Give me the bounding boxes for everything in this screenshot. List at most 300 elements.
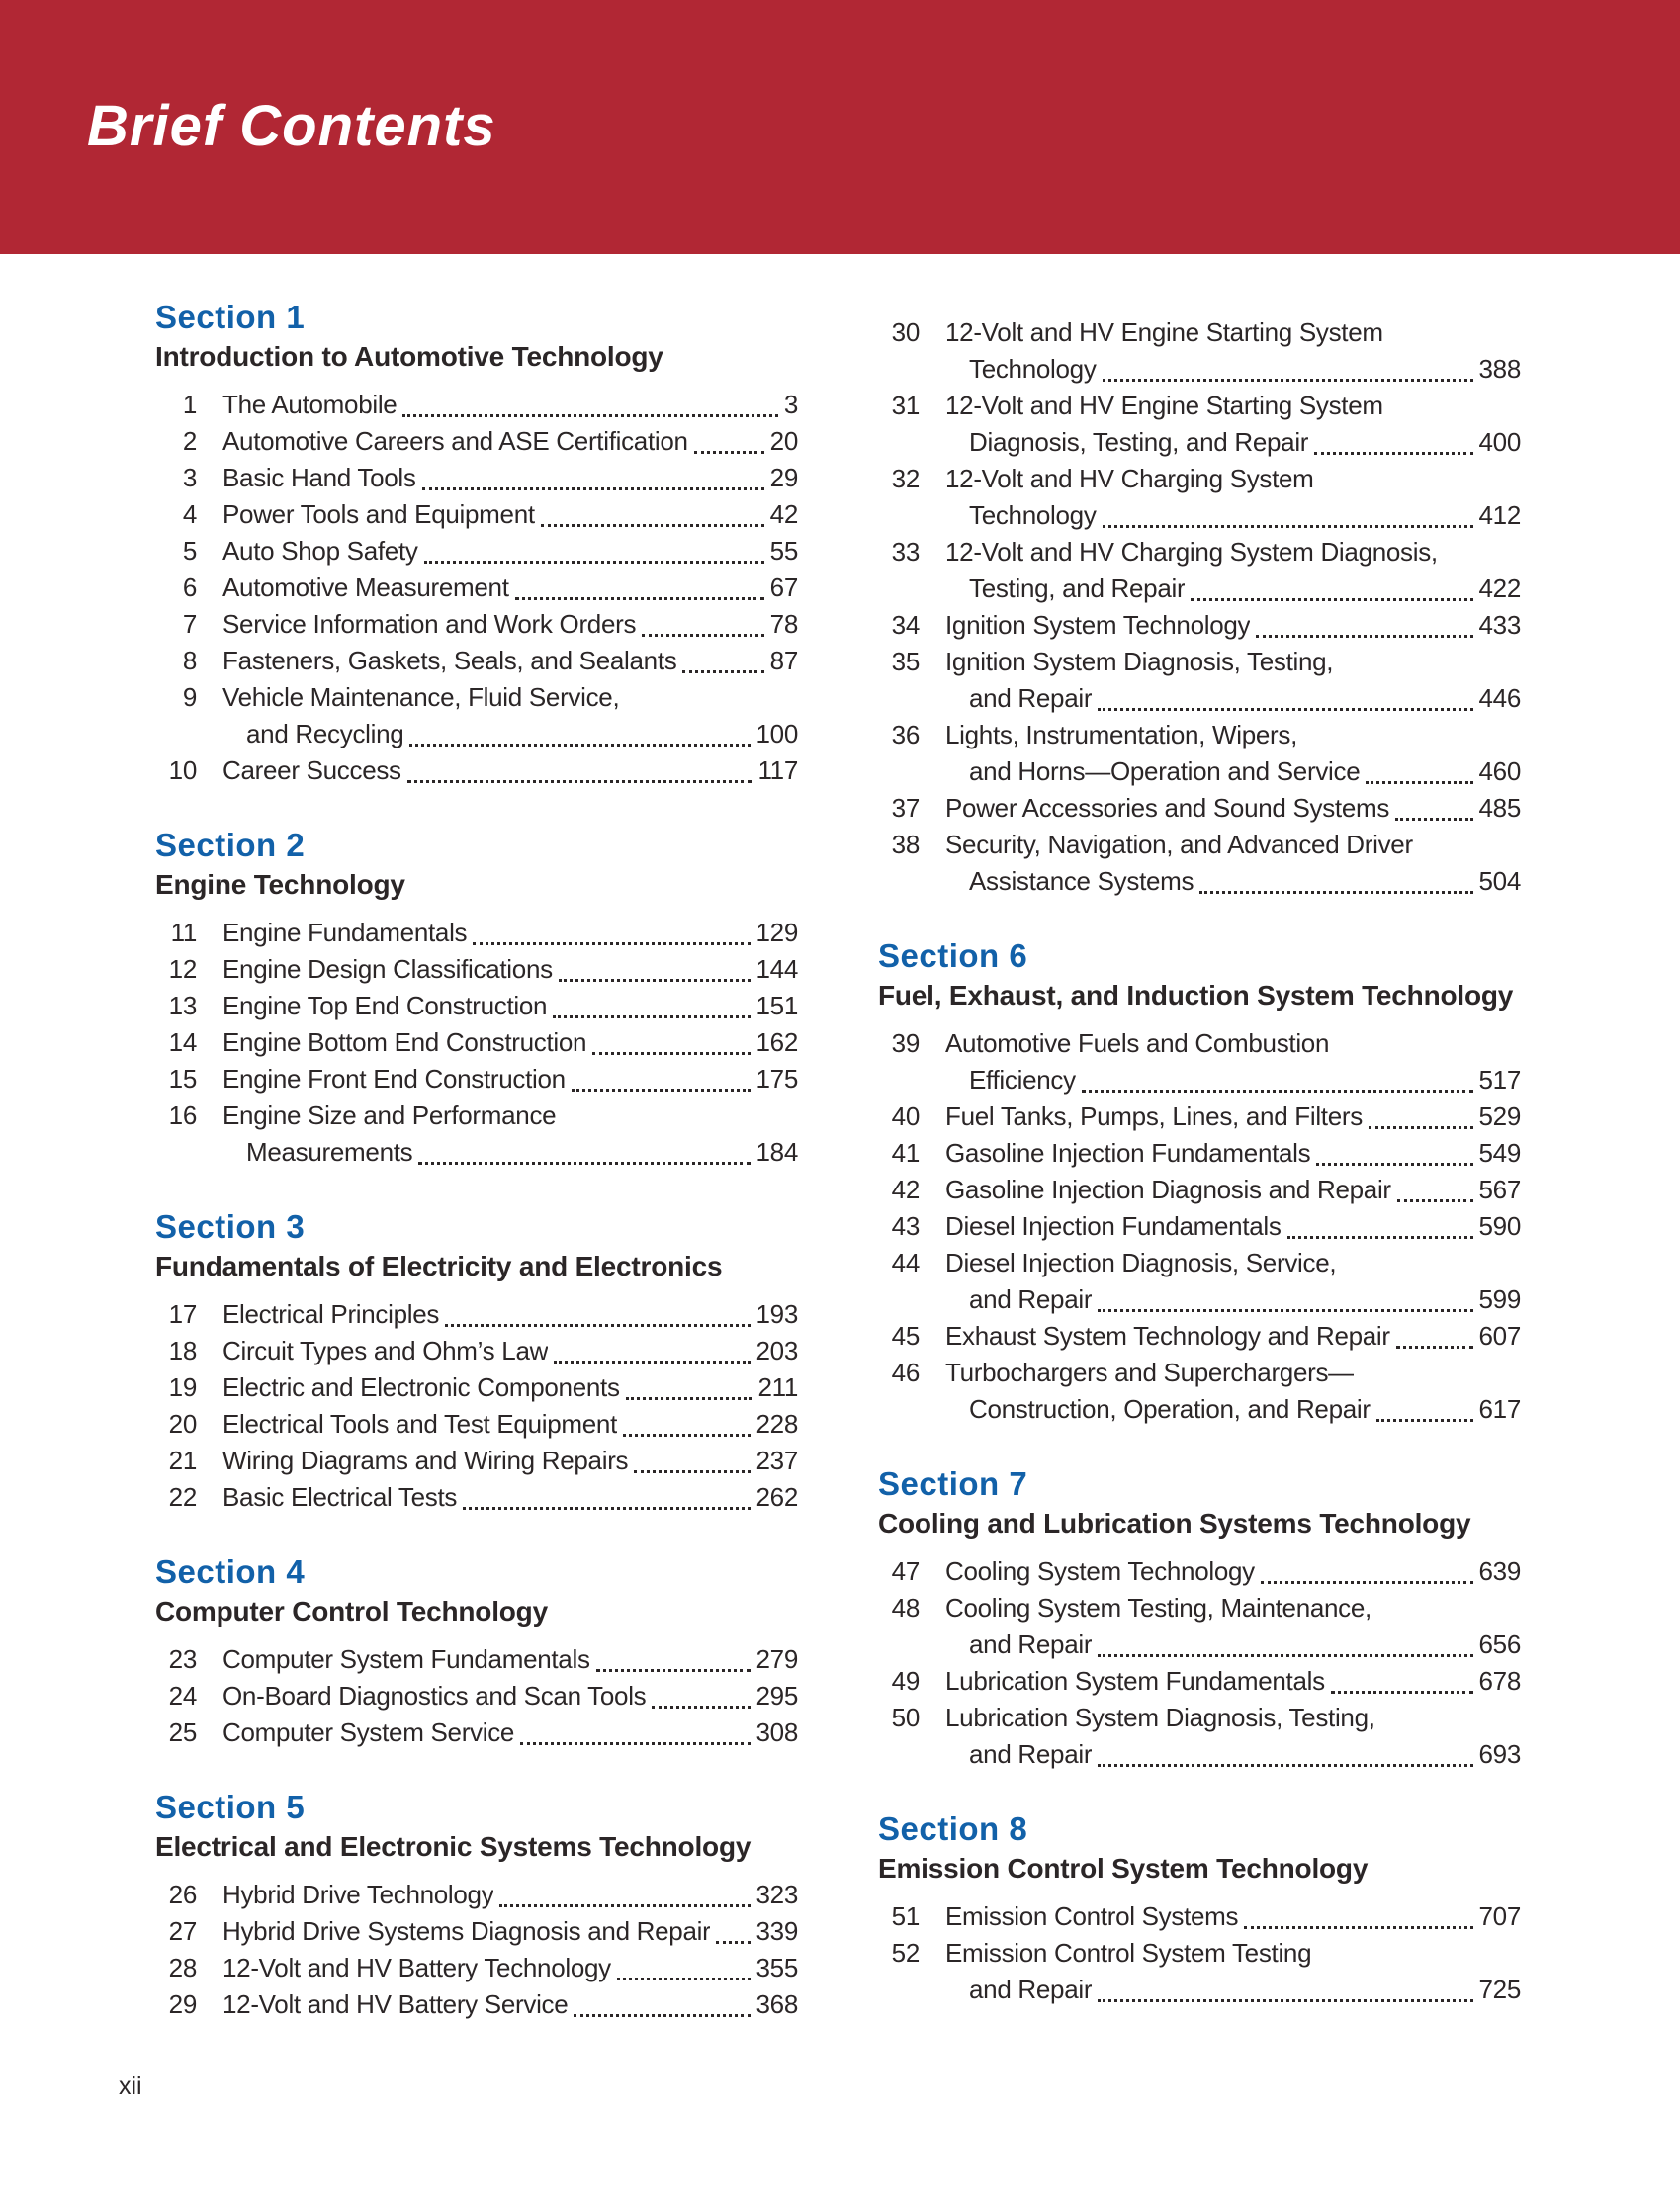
chapter-title-block <box>945 1172 1521 1208</box>
chapter-title-block <box>222 533 798 570</box>
dot-leader <box>424 561 764 564</box>
section-heading: Section 1 <box>155 299 306 335</box>
chapter-line <box>945 1062 1521 1099</box>
dot-leader <box>626 1397 752 1400</box>
section-subtitle: Engine Technology <box>155 869 405 900</box>
chapter-title-text: Lubrication System Diagnosis, Testing, <box>945 1703 1375 1732</box>
toc-entry <box>155 915 798 951</box>
toc-entry <box>155 1296 798 1333</box>
chapter-number: 20 <box>168 1409 197 1439</box>
toc-entry <box>878 388 1521 461</box>
section-subtitle: Cooling and Lubrication Systems Technology <box>878 1508 1471 1539</box>
chapter-number: 9 <box>182 682 197 712</box>
chapter-line <box>945 351 1521 388</box>
chapter-line <box>945 1736 1521 1773</box>
chapter-number: 28 <box>168 1953 197 1982</box>
dot-leader <box>642 634 763 637</box>
chapter-title-text: Electric and Electronic Components <box>222 1372 620 1402</box>
dot-leader <box>407 780 752 783</box>
chapter-title-text: and Repair <box>969 1975 1093 2004</box>
chapter-number: 27 <box>168 1916 197 1946</box>
chapter-number: 3 <box>182 463 197 492</box>
dot-leader <box>1098 1764 1472 1767</box>
chapter-title-text: Basic Electrical Tests <box>222 1482 458 1512</box>
chapter-page-number: 446 <box>1478 683 1521 713</box>
chapter-title-text: and Repair <box>969 1629 1093 1659</box>
chapter-line <box>945 790 1521 827</box>
chapter-line <box>222 606 798 643</box>
chapter-line <box>945 680 1521 717</box>
chapter-line <box>222 1877 798 1913</box>
section-subtitle: Fundamentals of Electricity and Electronics <box>155 1251 723 1281</box>
chapter-title-text: Testing, and Repair <box>969 573 1186 603</box>
section-subtitle: Computer Control Technology <box>155 1596 548 1627</box>
chapter-line <box>222 988 798 1024</box>
dot-leader <box>541 524 764 527</box>
chapter-number: 46 <box>891 1358 920 1387</box>
chapter-title-block <box>945 314 1521 388</box>
chapter-line <box>222 423 798 460</box>
toc-section <box>878 937 1521 1428</box>
chapter-page-number: 87 <box>769 646 798 675</box>
chapter-title-text: Career Success <box>222 755 401 785</box>
chapter-number: 49 <box>891 1666 920 1696</box>
chapter-title-block <box>222 387 798 423</box>
chapter-number: 31 <box>891 391 920 420</box>
chapter-title-text: 12-Volt and HV Charging System <box>945 464 1314 493</box>
toc-entry <box>878 1025 1521 1099</box>
chapter-line <box>945 1590 1521 1627</box>
toc-entry <box>155 988 798 1024</box>
chapter-number: 50 <box>891 1703 920 1732</box>
chapter-number: 1 <box>182 390 197 419</box>
dot-leader <box>596 1669 751 1672</box>
chapter-title-text: Gasoline Injection Diagnosis and Repair <box>945 1175 1391 1204</box>
chapter-number: 7 <box>182 609 197 639</box>
page-title: Brief Contents <box>87 94 496 158</box>
chapter-page-number: 42 <box>769 499 798 529</box>
toc-section <box>878 1810 1521 2008</box>
chapter-title-text: Computer System Fundamentals <box>222 1644 590 1674</box>
dot-leader <box>574 2014 750 2017</box>
toc-entry <box>155 1369 798 1406</box>
chapter-line <box>945 717 1521 753</box>
chapter-title-block <box>222 1479 798 1516</box>
chapter-title-text: Auto Shop Safety <box>222 536 418 566</box>
toc-entry <box>155 606 798 643</box>
chapter-page-number: 323 <box>755 1880 798 1909</box>
chapter-title-block <box>222 1369 798 1406</box>
chapter-number: 42 <box>891 1175 920 1204</box>
chapter-line <box>222 1678 798 1715</box>
chapter-line <box>222 460 798 496</box>
chapter-title-text: Computer System Service <box>222 1717 515 1747</box>
chapter-title-block <box>222 988 798 1024</box>
chapter-line <box>945 1208 1521 1245</box>
toc-entry <box>878 607 1521 644</box>
chapter-line <box>222 1098 798 1134</box>
section-subtitle: Emission Control System Technology <box>878 1853 1369 1884</box>
dot-leader <box>1331 1691 1473 1694</box>
chapter-line <box>222 1061 798 1098</box>
toc-section <box>155 299 798 789</box>
chapter-page-number: 67 <box>769 572 798 602</box>
chapter-title-block <box>945 1318 1521 1355</box>
chapter-number: 24 <box>168 1681 197 1711</box>
chapter-title-text: Fasteners, Gaskets, Seals, and Sealants <box>222 646 677 675</box>
chapter-number: 52 <box>891 1938 920 1968</box>
chapter-line <box>945 863 1521 900</box>
chapter-line <box>222 570 798 606</box>
chapter-page-number: 549 <box>1478 1138 1521 1168</box>
chapter-page-number: 517 <box>1478 1065 1521 1095</box>
toc-entry <box>878 1208 1521 1245</box>
chapter-title-text: Construction, Operation, and Repair <box>969 1394 1371 1424</box>
chapter-page-number: 203 <box>755 1336 798 1365</box>
chapter-title-text: Ignition System Diagnosis, Testing, <box>945 647 1334 676</box>
chapter-title-text: Lubrication System Fundamentals <box>945 1666 1325 1696</box>
chapter-number: 13 <box>168 991 197 1020</box>
chapter-page-number: 129 <box>755 918 798 947</box>
dot-leader <box>1369 1126 1473 1129</box>
chapter-line <box>222 679 798 716</box>
chapter-title-text: Ignition System Technology <box>945 610 1251 640</box>
chapter-title-block <box>222 951 798 988</box>
chapter-title-block <box>222 1098 798 1171</box>
chapter-line <box>222 1024 798 1061</box>
dot-leader <box>682 670 763 673</box>
chapter-title-text: Fuel Tanks, Pumps, Lines, and Filters <box>945 1101 1363 1131</box>
chapter-page-number: 228 <box>755 1409 798 1439</box>
chapter-title-block <box>222 643 798 679</box>
chapter-number: 30 <box>891 317 920 347</box>
section-heading: Section 4 <box>155 1553 306 1590</box>
dot-leader <box>1395 818 1472 821</box>
toc-section <box>155 1208 798 1516</box>
chapter-number: 40 <box>891 1101 920 1131</box>
chapter-line <box>222 643 798 679</box>
chapter-number: 34 <box>891 610 920 640</box>
chapter-page-number: 355 <box>755 1953 798 1982</box>
toc-entry <box>155 1877 798 1913</box>
chapter-title-text: Emission Control System Testing <box>945 1938 1312 1968</box>
chapter-title-text: The Automobile <box>222 390 398 419</box>
toc-entry <box>878 1355 1521 1428</box>
toc-section <box>878 1465 1521 1773</box>
chapter-line <box>945 1318 1521 1355</box>
dot-leader <box>1082 1090 1473 1093</box>
chapter-page-number: 237 <box>755 1446 798 1475</box>
chapter-line <box>945 1135 1521 1172</box>
chapter-title-text: Hybrid Drive Systems Diagnosis and Repair <box>222 1916 711 1946</box>
toc-entry <box>878 827 1521 900</box>
chapter-line <box>222 1986 798 2023</box>
chapter-title-text: Vehicle Maintenance, Fluid Service, <box>222 682 620 712</box>
chapter-line <box>222 1296 798 1333</box>
toc-entry <box>155 1479 798 1516</box>
chapter-title-block <box>945 1663 1521 1700</box>
chapter-title-block <box>222 1986 798 2023</box>
toc-entry <box>155 679 798 752</box>
chapter-title-text: Engine Fundamentals <box>222 918 468 947</box>
chapter-page-number: 339 <box>755 1916 798 1946</box>
chapter-title-text: Engine Bottom End Construction <box>222 1027 587 1057</box>
chapter-title-text: Power Accessories and Sound Systems <box>945 793 1390 823</box>
toc-entry <box>878 1135 1521 1172</box>
chapter-title-text: Circuit Types and Ohm’s Law <box>222 1336 549 1365</box>
toc-entry <box>878 1245 1521 1318</box>
chapter-number: 22 <box>168 1482 197 1512</box>
dot-leader <box>1287 1236 1473 1239</box>
chapter-page-number: 308 <box>755 1717 798 1747</box>
chapter-number: 36 <box>891 720 920 749</box>
chapter-page-number: 656 <box>1478 1629 1521 1659</box>
dot-leader <box>1397 1199 1473 1202</box>
toc-entry <box>155 951 798 988</box>
chapter-title-text: Measurements <box>246 1137 413 1167</box>
chapter-title-text: Electrical Tools and Test Equipment <box>222 1409 617 1439</box>
page-header <box>0 0 1680 254</box>
toc-entry <box>878 1172 1521 1208</box>
dot-leader <box>1199 891 1472 894</box>
chapter-number: 12 <box>168 954 197 984</box>
section-heading: Section 5 <box>155 1789 306 1825</box>
chapter-page-number: 117 <box>757 755 798 785</box>
dot-leader <box>1316 1163 1472 1166</box>
chapter-title-block <box>222 496 798 533</box>
chapter-title-text: Technology <box>969 354 1097 384</box>
dot-leader <box>445 1324 750 1327</box>
toc-entry <box>878 717 1521 790</box>
chapter-page-number: 529 <box>1478 1101 1521 1131</box>
chapter-title-text: Efficiency <box>969 1065 1076 1095</box>
chapter-line <box>222 1479 798 1516</box>
toc-entry <box>155 570 798 606</box>
chapter-title-text: and Horns—Operation and Service <box>969 756 1361 786</box>
chapter-title-block <box>945 461 1521 534</box>
chapter-page-number: 279 <box>755 1644 798 1674</box>
chapter-title-text: 12-Volt and HV Charging System Diagnosis, <box>945 537 1438 567</box>
chapter-line <box>222 1950 798 1986</box>
chapter-title-text: Automotive Measurement <box>222 572 509 602</box>
dot-leader <box>572 1089 751 1092</box>
chapter-title-text: 12-Volt and HV Battery Service <box>222 1989 569 2019</box>
toc-column-left <box>155 299 798 2023</box>
chapter-line <box>222 716 798 752</box>
chapter-number: 5 <box>182 536 197 566</box>
dot-leader <box>1098 708 1472 711</box>
chapter-page-number: 162 <box>755 1027 798 1057</box>
chapter-title-block <box>222 1296 798 1333</box>
chapter-page-number: 639 <box>1478 1556 1521 1586</box>
toc-entry <box>155 752 798 789</box>
chapter-title-text: and Repair <box>969 683 1093 713</box>
toc-section <box>878 314 1521 900</box>
chapter-title-text: 12-Volt and HV Battery Technology <box>222 1953 611 1982</box>
chapter-page-number: 144 <box>755 954 798 984</box>
chapter-title-block <box>222 1715 798 1751</box>
chapter-title-text: Engine Top End Construction <box>222 991 548 1020</box>
chapter-page-number: 607 <box>1478 1321 1521 1351</box>
toc-entry <box>878 1553 1521 1590</box>
toc-entry <box>155 1333 798 1369</box>
chapter-title-block <box>945 388 1521 461</box>
dot-leader <box>1103 525 1473 528</box>
chapter-page-number: 151 <box>755 991 798 1020</box>
chapter-title-text: and Repair <box>969 1739 1093 1769</box>
toc-entry <box>878 1590 1521 1663</box>
dot-leader <box>617 1978 751 1980</box>
chapter-number: 48 <box>891 1593 920 1623</box>
chapter-title-text: Engine Design Classifications <box>222 954 553 984</box>
section-heading: Section 8 <box>878 1810 1028 1847</box>
chapter-line <box>945 388 1521 424</box>
chapter-number: 4 <box>182 499 197 529</box>
chapter-page-number: 678 <box>1478 1666 1521 1696</box>
chapter-number: 37 <box>891 793 920 823</box>
chapter-title-block <box>222 1678 798 1715</box>
toc-entry <box>155 1061 798 1098</box>
chapter-number: 47 <box>891 1556 920 1586</box>
chapter-number: 26 <box>168 1880 197 1909</box>
chapter-line <box>945 644 1521 680</box>
chapter-title-block <box>945 1099 1521 1135</box>
chapter-title-text: Basic Hand Tools <box>222 463 416 492</box>
chapter-page-number: 599 <box>1478 1284 1521 1314</box>
chapter-number: 16 <box>168 1100 197 1130</box>
section-heading: Section 3 <box>155 1208 306 1245</box>
page-number: xii <box>119 2072 142 2100</box>
chapter-page-number: 29 <box>769 463 798 492</box>
toc-entry <box>878 1663 1521 1700</box>
chapter-title-block <box>945 534 1521 607</box>
chapter-page-number: 412 <box>1478 500 1521 530</box>
chapter-number: 18 <box>168 1336 197 1365</box>
dot-leader <box>694 451 764 454</box>
chapter-title-block <box>222 423 798 460</box>
chapter-number: 38 <box>891 830 920 859</box>
dot-leader <box>553 1015 750 1018</box>
chapter-title-text: Lights, Instrumentation, Wipers, <box>945 720 1297 749</box>
chapter-page-number: 184 <box>755 1137 798 1167</box>
chapter-title-text: Engine Front End Construction <box>222 1064 566 1094</box>
chapter-line <box>222 387 798 423</box>
chapter-number: 43 <box>891 1211 920 1241</box>
chapter-page-number: 295 <box>755 1681 798 1711</box>
chapter-line <box>945 1172 1521 1208</box>
dot-leader <box>716 1941 750 1944</box>
chapter-line <box>945 753 1521 790</box>
toc-entry <box>155 533 798 570</box>
chapter-title-text: Cooling System Testing, Maintenance, <box>945 1593 1371 1623</box>
chapter-number: 25 <box>168 1717 197 1747</box>
dot-leader <box>1314 452 1472 455</box>
chapter-page-number: 20 <box>769 426 798 456</box>
chapter-title-block <box>222 1641 798 1678</box>
chapter-line <box>222 533 798 570</box>
chapter-page-number: 3 <box>783 390 798 419</box>
toc-entry <box>155 1950 798 1986</box>
chapter-line <box>945 1553 1521 1590</box>
toc-entry <box>155 1715 798 1751</box>
section-heading: Section 7 <box>878 1465 1028 1502</box>
chapter-number: 44 <box>891 1248 920 1277</box>
chapter-title-text: Emission Control Systems <box>945 1901 1239 1931</box>
chapter-title-block <box>945 644 1521 717</box>
toc-entry <box>878 1099 1521 1135</box>
section-subtitle: Fuel, Exhaust, and Induction System Technology <box>878 980 1514 1011</box>
dot-leader <box>592 1052 750 1055</box>
dot-leader <box>418 1162 750 1165</box>
dot-leader <box>1256 635 1472 638</box>
toc-entry <box>155 1443 798 1479</box>
toc-section <box>155 1789 798 2023</box>
chapter-title-text: On-Board Diagnostics and Scan Tools <box>222 1681 647 1711</box>
chapter-page-number: 422 <box>1478 573 1521 603</box>
toc-entry <box>155 1406 798 1443</box>
dot-leader <box>634 1470 750 1473</box>
chapter-page-number: 617 <box>1478 1394 1521 1424</box>
chapter-title-block <box>222 1950 798 1986</box>
dot-leader <box>1098 1999 1472 2002</box>
toc-entry <box>155 460 798 496</box>
chapter-number: 23 <box>168 1644 197 1674</box>
chapter-number: 14 <box>168 1027 197 1057</box>
chapter-page-number: 400 <box>1478 427 1521 457</box>
chapter-page-number: 485 <box>1478 793 1521 823</box>
dot-leader <box>463 1507 750 1510</box>
chapter-page-number: 693 <box>1478 1739 1521 1769</box>
chapter-number: 41 <box>891 1138 920 1168</box>
chapter-title-text: Cooling System Technology <box>945 1556 1255 1586</box>
dot-leader <box>623 1434 751 1437</box>
dot-leader <box>473 942 750 945</box>
dot-leader <box>1366 781 1472 784</box>
chapter-line <box>222 951 798 988</box>
chapter-number: 39 <box>891 1028 920 1058</box>
chapter-line <box>945 827 1521 863</box>
chapter-line <box>945 1391 1521 1428</box>
chapter-line <box>222 1369 798 1406</box>
chapter-line <box>222 1406 798 1443</box>
toc-entry <box>155 643 798 679</box>
chapter-line <box>945 1025 1521 1062</box>
chapter-title-block <box>945 1135 1521 1172</box>
chapter-title-text: Technology <box>969 500 1097 530</box>
chapter-number: 32 <box>891 464 920 493</box>
toc-entry <box>155 496 798 533</box>
chapter-number: 10 <box>168 755 197 785</box>
chapter-line <box>945 1245 1521 1281</box>
chapter-number: 11 <box>170 918 197 947</box>
chapter-line <box>945 1972 1521 2008</box>
chapter-title-block <box>222 679 798 752</box>
chapter-line <box>945 1898 1521 1935</box>
chapter-page-number: 504 <box>1478 866 1521 896</box>
chapter-line <box>945 571 1521 607</box>
chapter-number: 21 <box>168 1446 197 1475</box>
chapter-title-block <box>222 570 798 606</box>
chapter-page-number: 78 <box>769 609 798 639</box>
dot-leader <box>554 1361 750 1364</box>
dot-leader <box>1098 1654 1472 1657</box>
toc-section <box>155 1553 798 1751</box>
chapter-page-number: 725 <box>1478 1975 1521 2004</box>
chapter-page-number: 193 <box>755 1299 798 1329</box>
chapter-title-text: Wiring Diagrams and Wiring Repairs <box>222 1446 629 1475</box>
toc-entry <box>878 1700 1521 1773</box>
chapter-title-text: and Repair <box>969 1284 1093 1314</box>
